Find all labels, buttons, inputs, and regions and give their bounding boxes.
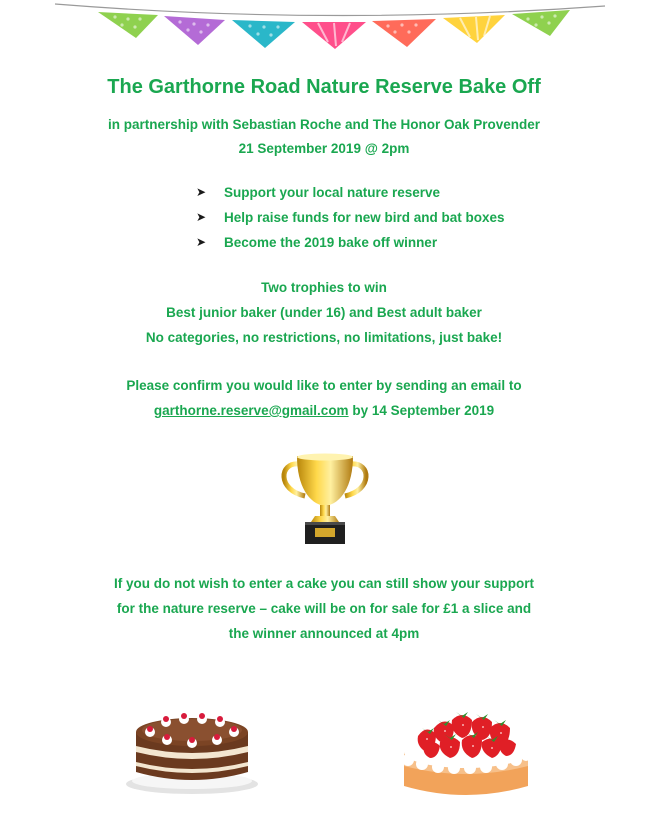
support-line-1: If you do not wish to enter a cake you can still show your support: [113, 576, 535, 591]
list-item: [196, 234, 505, 259]
entry-contact-line: [0, 403, 648, 418]
list-item: [196, 184, 505, 209]
event-date: 21 September 2019 @ 2pm: [238, 141, 410, 156]
arrowhead-bullet-icon: ➤: [196, 185, 207, 199]
list-item-text: Support your local nature reserve: [224, 185, 441, 200]
trophy-icon: [275, 452, 375, 548]
support-line-3: the winner announced at 4pm: [228, 626, 420, 641]
list-item-text: Become the 2019 bake off winner: [224, 235, 438, 250]
arrowhead-bullet-icon: ➤: [196, 235, 207, 249]
email-link[interactable]: garthorne.reserve@gmail.com: [153, 403, 349, 418]
page-title: The Garthorne Road Nature Reserve Bake Off: [107, 76, 541, 98]
entry-instruction: Please confirm you would like to enter by sending an email to: [126, 378, 522, 393]
chocolate-cake-icon: [122, 702, 262, 796]
support-line-2: for the nature reserve – cake will be on for sale for £1 a slice and: [116, 601, 532, 616]
list-item: [196, 209, 505, 234]
prizes-categories: Best junior baker (under 16) and Best adult baker: [166, 305, 482, 320]
prizes-heading: Two trophies to win: [261, 280, 387, 295]
arrowhead-bullet-icon: ➤: [196, 210, 207, 224]
strawberry-cake-icon: [396, 706, 536, 804]
bunting-decoration: [0, 0, 648, 60]
list-item-text: Help raise funds for new bird and bat boxes: [224, 210, 505, 225]
prizes-note: No categories, no restrictions, no limitations, just bake!: [145, 330, 503, 345]
partnership-line: in partnership with Sebastian Roche and The Honor Oak Provender: [107, 117, 541, 132]
entry-deadline: by 14 September 2019: [348, 403, 495, 418]
benefits-list: [196, 184, 505, 259]
